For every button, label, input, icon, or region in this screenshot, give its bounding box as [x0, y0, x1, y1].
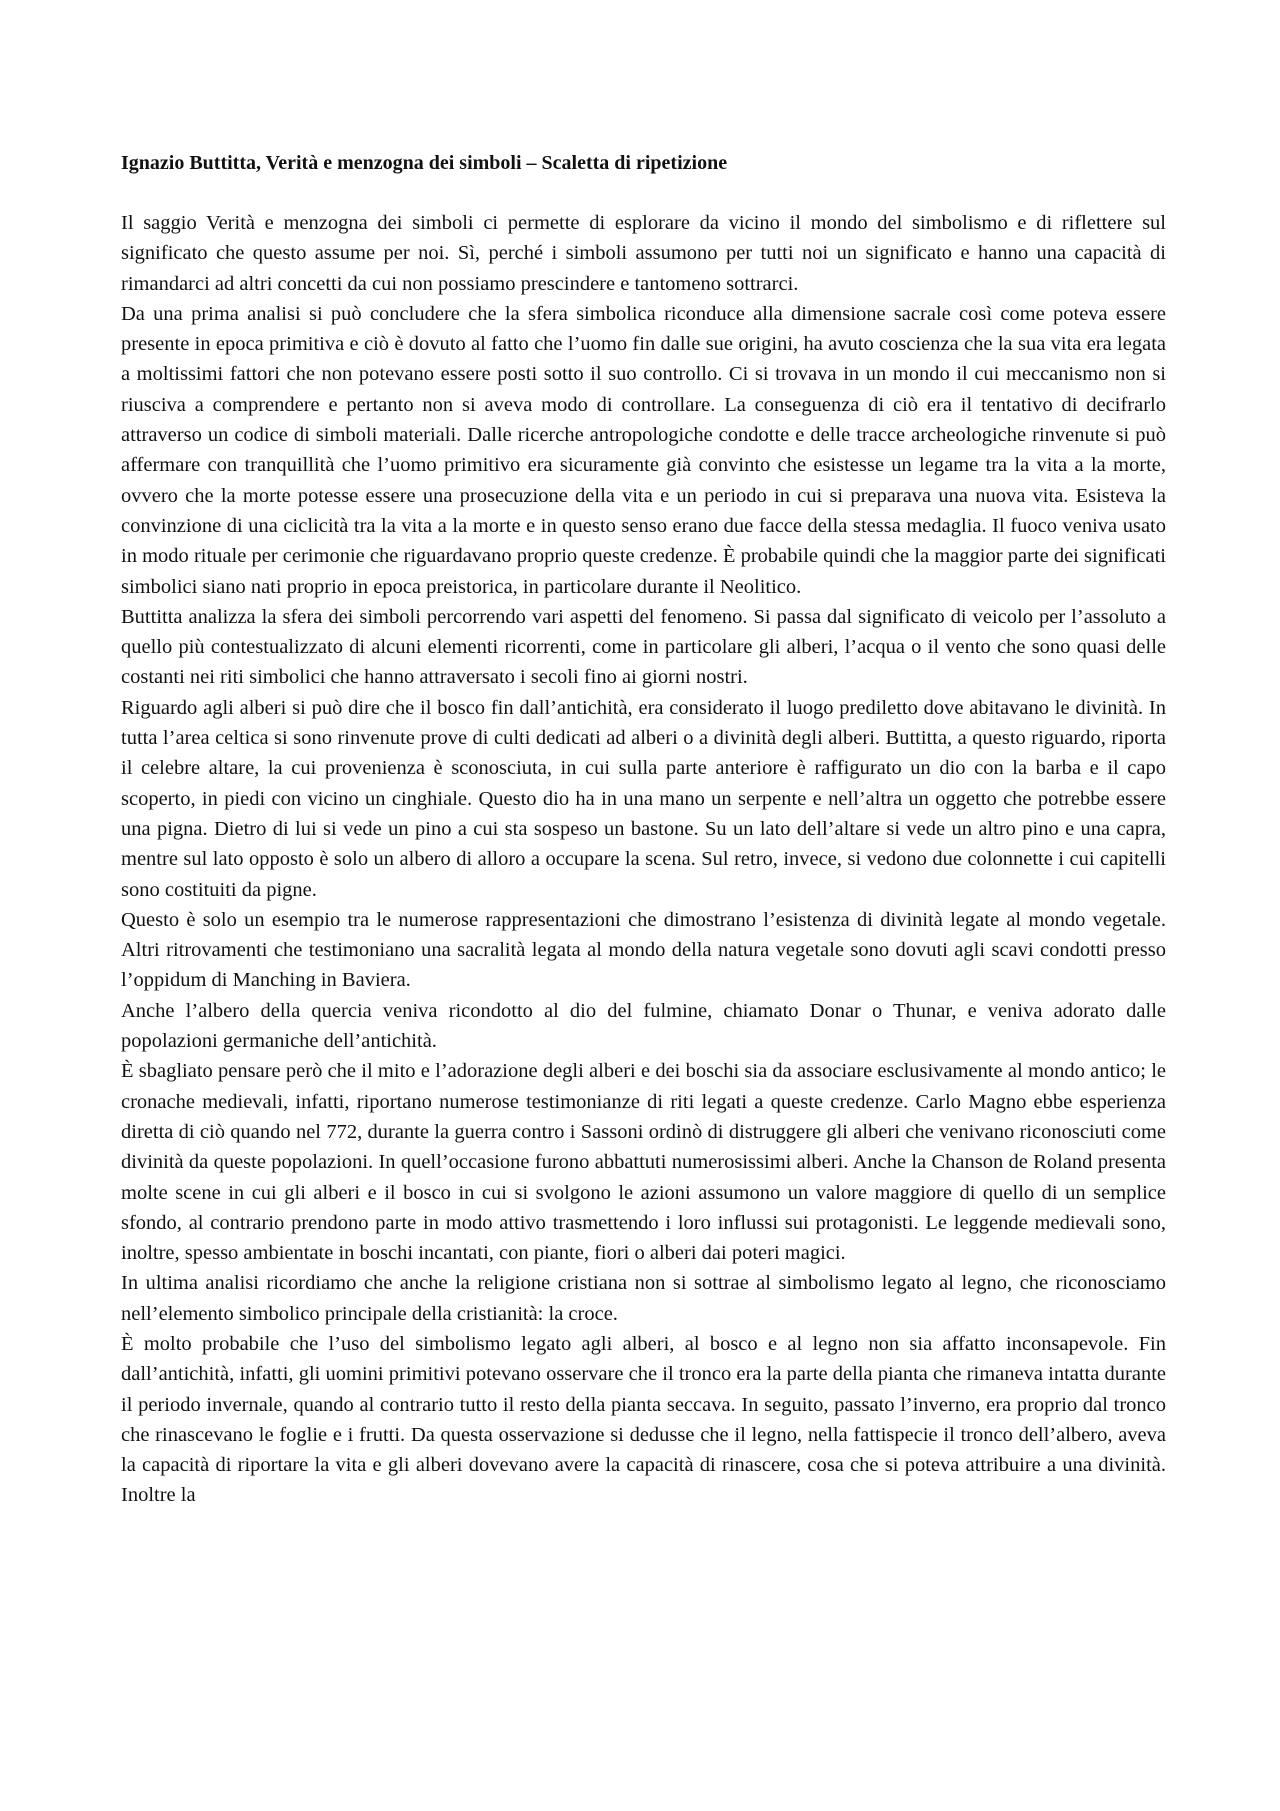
document-title: Ignazio Buttitta, Verità e menzogna dei simboli – Scaletta di ripetizione: [121, 152, 728, 174]
paragraph-oak-donar: Anche l’albero della quercia veniva ricondotto al dio del fulmine, chiamato Donar o Thunar, e veniva adorato dalle popolazioni germaniche dell’antichità.: [121, 999, 1166, 1053]
paragraph-buttitta-analysis: Buttitta analizza la sfera dei simboli percorrendo vari aspetti del fenomeno. Si passa dal significato di veicolo per l’assoluto a quello più contestualizzato di alcuni elementi ricorrenti, come in particolare gli alberi, l’acqua o il vento che sono quasi delle costanti nei riti simbolici che hanno attraversato i secoli fino ai giorni nostri.: [121, 605, 1166, 689]
paragraph-trees-divinities: Riguardo agli alberi si può dire che il bosco fin dall’antichità, era considerato il luogo prediletto dove abitavano le divinità. In tutta l’area celtica si sono rinvenute prove di culti dedicati ad alberi o a divinità degli alberi. Buttitta, a questo riguardo, riporta il celebre altare, la cui provenienza è sconosciuta, in cui sulla parte anteriore è raffigurato un dio con la barba e il capo scoperto, in piedi con vicino un cinghiale. Questo dio ha in una mano un serpente e nell’altra un oggetto che potrebbe essere una pigna. Dietro di lui si vede un pino a cui sta sospeso un bastone. Su un lato dell’altare si vede un altro pino e una capra, mentre sul lato opposto è solo un albero di alloro a occupare la scena. Sul retro, invece, si vedono due colonnette i cui capitelli sono costituiti da pigne.: [121, 696, 1166, 901]
paragraph-primitive-symbolism: Da una prima analisi si può concludere che la sfera simbolica riconduce alla dimensione sacrale così come poteva essere presente in epoca primitiva e ciò è dovuto al fatto che l’uomo fin dalle sue origini, ha avuto coscienza che la sua vita era legata a moltissimi fattori che non potevano essere posti sotto il suo controllo. Ci si trovava in un mondo il cui meccanismo non si riusciva a comprendere e pertanto non si aveva modo di controllare. La conseguenza di ciò era il tentativo di decifrarlo attraverso un codice di simboli materiali. Dalle ricerche antropologiche condotte e delle tracce archeologiche rinvenute si può affermare con tranquillità che l’uomo primitivo era sicuramente già convinto che esistesse un legame tra la vita a la morte, ovvero che la morte potesse essere una prosecuzione della vita e un periodo in cui si preparava una nuova vita. Esisteva la convinzione di una ciclicità tra la vita a la morte e in questo senso erano due facce della stessa medaglia. Il fuoco veniva usato in modo rituale per cerimonie che riguardavano proprio queste credenze. È probabile quindi che la maggior parte dei significati simbolici siano nati proprio in epoca preistorica, in particolare durante il Neolitico.: [121, 302, 1166, 598]
paragraph-christian-cross: In ultima analisi ricordiamo che anche la religione cristiana non si sottrae al simbolismo legato al legno, che riconosciamo nell’elemento simbolico principale della cristianità: la croce.: [121, 1272, 1166, 1325]
paragraph-intro: Il saggio Verità e menzogna dei simboli ci permette di esplorare da vicino il mondo del simbolismo e di riflettere sul significato che questo assume per noi. Sì, perché i simboli assumono per tutti noi un significato e hanno una capacità di rimandarci ad altri concetti da cui non possiamo prescindere e tantomeno sottrarci.: [121, 212, 1166, 295]
paragraph-vegetal-divinities: Questo è solo un esempio tra le numerose rappresentazioni che dimostrano l’esistenza di divinità legate al mondo vegetale. Altri ritrovamenti che testimoniano una sacralità legata al mondo della natura vegetale sono dovuti agli scavi condotti presso l’oppidum di Manching in Baviera.: [121, 908, 1166, 992]
document-page: [121, 148, 1166, 1511]
paragraph-trunk-rebirth: È molto probabile che l’uso del simbolismo legato agli alberi, al bosco e al legno non sia affatto inconsapevole. Fin dall’antichità, infatti, gli uomini primitivi potevano osservare che il tronco era la parte della pianta che rimaneva intatta durante il periodo invernale, quando al contrario tutto il resto della pianta seccava. In seguito, passato l’inverno, era proprio dal tronco che rinascevano le foglie e i frutti. Da questa osservazione si dedusse che il legno, nella fattispecie il tronco dell’albero, aveva la capacità di riportare la vita e gli alberi dovevano avere la capacità di rinascere, cosa che si poteva attribuire a una divinità. Inoltre la: [121, 1332, 1166, 1507]
paragraph-medieval-chronicles: È sbagliato pensare però che il mito e l’adorazione degli alberi e dei boschi sia da associare esclusivamente al mondo antico; le cronache medievali, infatti, riportano numerose testimonianze di riti legati a queste credenze. Carlo Magno ebbe esperienza diretta di ciò quando nel 772, durante la guerra contro i Sassoni ordinò di distruggere gli alberi che venivano riconosciuti come divinità da queste popolazioni. In quell’occasione furono abbattuti numerosissimi alberi. Anche la Chanson de Roland presenta molte scene in cui gli alberi e il bosco in cui si svolgono le azioni assumono un valore maggiore di quello di un semplice sfondo, al contrario prendono parte in modo attivo trasmettendo i loro influssi sui protagonisti. Le leggende medievali sono, inoltre, spesso ambientate in boschi incantati, con piante, fiori o alberi dai poteri magici.: [121, 1060, 1166, 1265]
